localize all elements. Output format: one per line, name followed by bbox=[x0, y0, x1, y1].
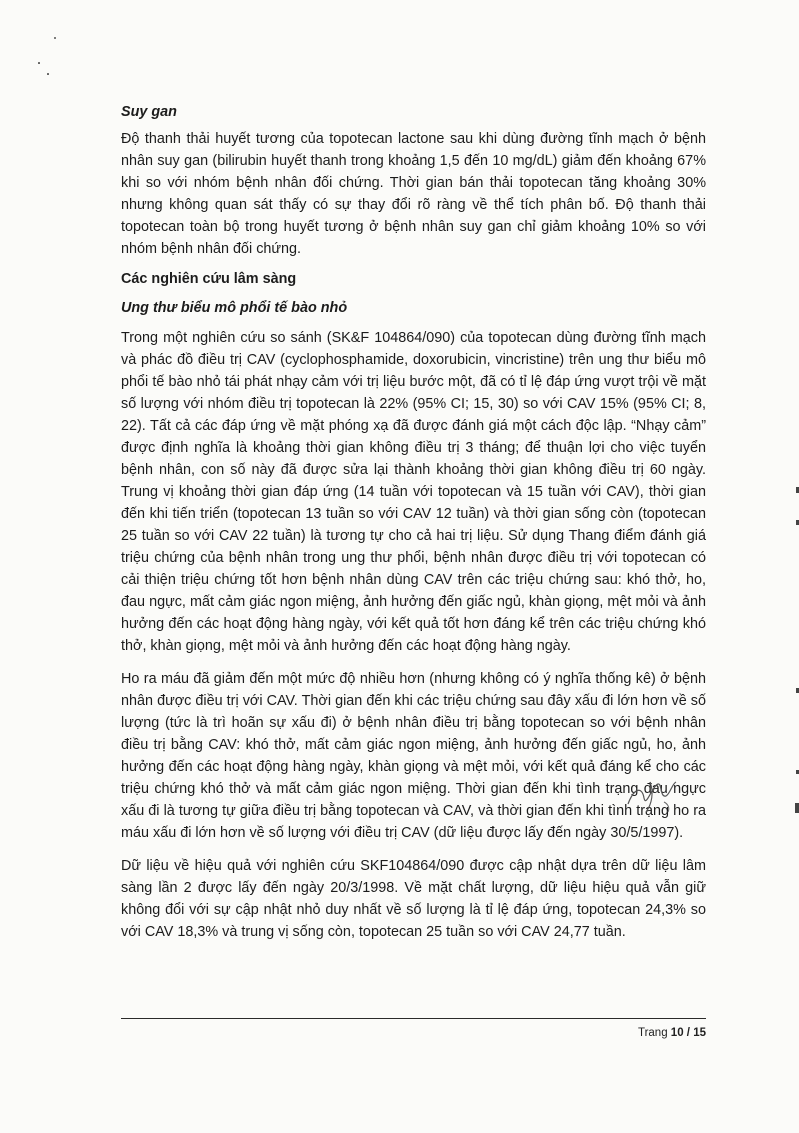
paragraph-data-update: Dữ liệu về hiệu quả với nghiên cứu SKF104864/090 được cập nhật dựa trên dữ liệu lâm sàng lần 2 được lấy đến ngày 20/3/1998. Về mặt chất lượng, dữ liệu hiệu quả vẫn giữ không đổi với sự cập nhật nhỏ duy nhất về số lượng là tỉ lệ đáp ứng, topotecan 24,3% so với CAV 18,3% và trung vị sống còn, topotecan 25 tuần so với CAV 24,77 tuần. bbox=[121, 858, 706, 940]
subsection-heading-sclc: Ung thư biểu mô phổi tế bào nhỏ bbox=[121, 300, 348, 316]
section-heading-clinical-studies: Các nghiên cứu lâm sàng bbox=[121, 271, 297, 287]
section-heading-suy-gan: Suy gan bbox=[121, 104, 177, 120]
page-number bbox=[638, 1027, 706, 1039]
scan-speck bbox=[54, 37, 56, 39]
paragraph-study-results: Trong một nghiên cứu so sánh (SK&F 104864/090) của topotecan dùng đường tĩnh mạch và phác đồ điều trị CAV (cyclophosphamide, doxorubicin, vincristine) trên ung thư biểu mô phổi tế bào nhỏ tái phát nhạy cảm với trị liệu bước một, đã có tỉ lệ đáp ứng vượt trội về mặt số lượng với nhóm điều trị topotecan là 22% (95% CI; 15, 30) so với CAV 15% (95% CI; 8, 22). Tất cả các đáp ứng về mặt phóng xạ đã được đánh giá một cách độc lập. “Nhạy cảm” được định nghĩa là khoảng thời gian không điều trị 3 tháng; để thuận lợi cho việc tuyển bệnh nhân, con số này đã được sửa lại thành khoảng thời gian không điều trị 60 ngày. Trung vị khoảng thời gian đáp ứng (14 tuần với topotecan và 15 tuần với CAV), thời gian đến khi tiến triển (topotecan 13 tuần so với CAV 12 tuần) và thời gian sống còn (topotecan 25 tuần so với CAV 22 tuần) là tương tự cho cả hai trị liệu. Sử dụng Thang điểm đánh giá triệu chứng của bệnh nhân trong ung thư phổi, bệnh nhân được điều trị với topotecan có cải thiện triệu chứng tốt hơn bệnh nhân dùng CAV trên các triệu chứng sau: khó thở, ho, đau ngực, mất cảm giác ngon miệng, ảnh hưởng đến giấc ngủ, khàn giọng, mệt mỏi và ảnh hưởng đến các hoạt động hàng ngày, với kết quả tốt hơn đáng kể trên các triệu chứng khó thở, khàn giọng, mệt mỏi và ảnh hưởng đến các hoạt động hàng ngày. bbox=[121, 330, 706, 654]
scan-edge-mark bbox=[795, 803, 799, 813]
paragraph-suy-gan: Độ thanh thải huyết tương của topotecan lactone sau khi dùng đường tĩnh mạch ở bệnh nhân suy gan (bilirubin huyết thanh trong khoảng 1,5 đến 10 mg/dL) giảm đến khoảng 67% khi so với nhóm bệnh nhân đối chứng. Thời gian bán thải topotecan tăng khoảng 30% nhưng không quan sát thấy có sự thay đổi rõ ràng về thể tích phân bố. Độ thanh thải topotecan toàn bộ trong huyết tương ở bệnh nhân suy gan chỉ giảm khoảng 10% so với nhóm bệnh nhân đối chứng. bbox=[121, 131, 706, 257]
page-number-current: 10 bbox=[670, 1027, 684, 1039]
page-number-prefix: Trang bbox=[637, 1027, 668, 1039]
page-number-separator: / bbox=[686, 1027, 690, 1039]
document-body bbox=[121, 98, 706, 943]
scan-speck bbox=[38, 62, 40, 64]
initials-mark bbox=[624, 778, 682, 816]
page-number-total: 15 bbox=[693, 1027, 706, 1039]
footer-rule bbox=[121, 1018, 706, 1019]
paragraph-symptom-outcomes: Ho ra máu đã giảm đến một mức độ nhiều hơn (nhưng không có ý nghĩa thống kê) ở bệnh nhân được điều trị với CAV. Thời gian đến khi các triệu chứng sau đây xấu đi lớn hơn về số lượng (tức là trì hoãn sự xấu đi) ở bệnh nhân điều trị bằng topotecan so với bệnh nhân điều trị bằng CAV: khó thở, mất cảm giác ngon miệng, ảnh hưởng đến giấc ngủ, ho, ảnh hưởng đến các hoạt động hàng ngày, khàn giọng và mệt mỏi, với kết quả đáng kể cho các triệu chứng khó thở và mất cảm giác ngon miệng. Thời gian đến khi tình trạng đau ngực xấu đi là tương tự giữa điều trị bằng topotecan và CAV, và thời gian đến khi tình trạng ho ra máu xấu đi lớn hơn về số lượng với điều trị CAV (dữ liệu được lấy đến ngày 30/5/1997). bbox=[121, 671, 706, 841]
scan-speck bbox=[47, 73, 49, 75]
